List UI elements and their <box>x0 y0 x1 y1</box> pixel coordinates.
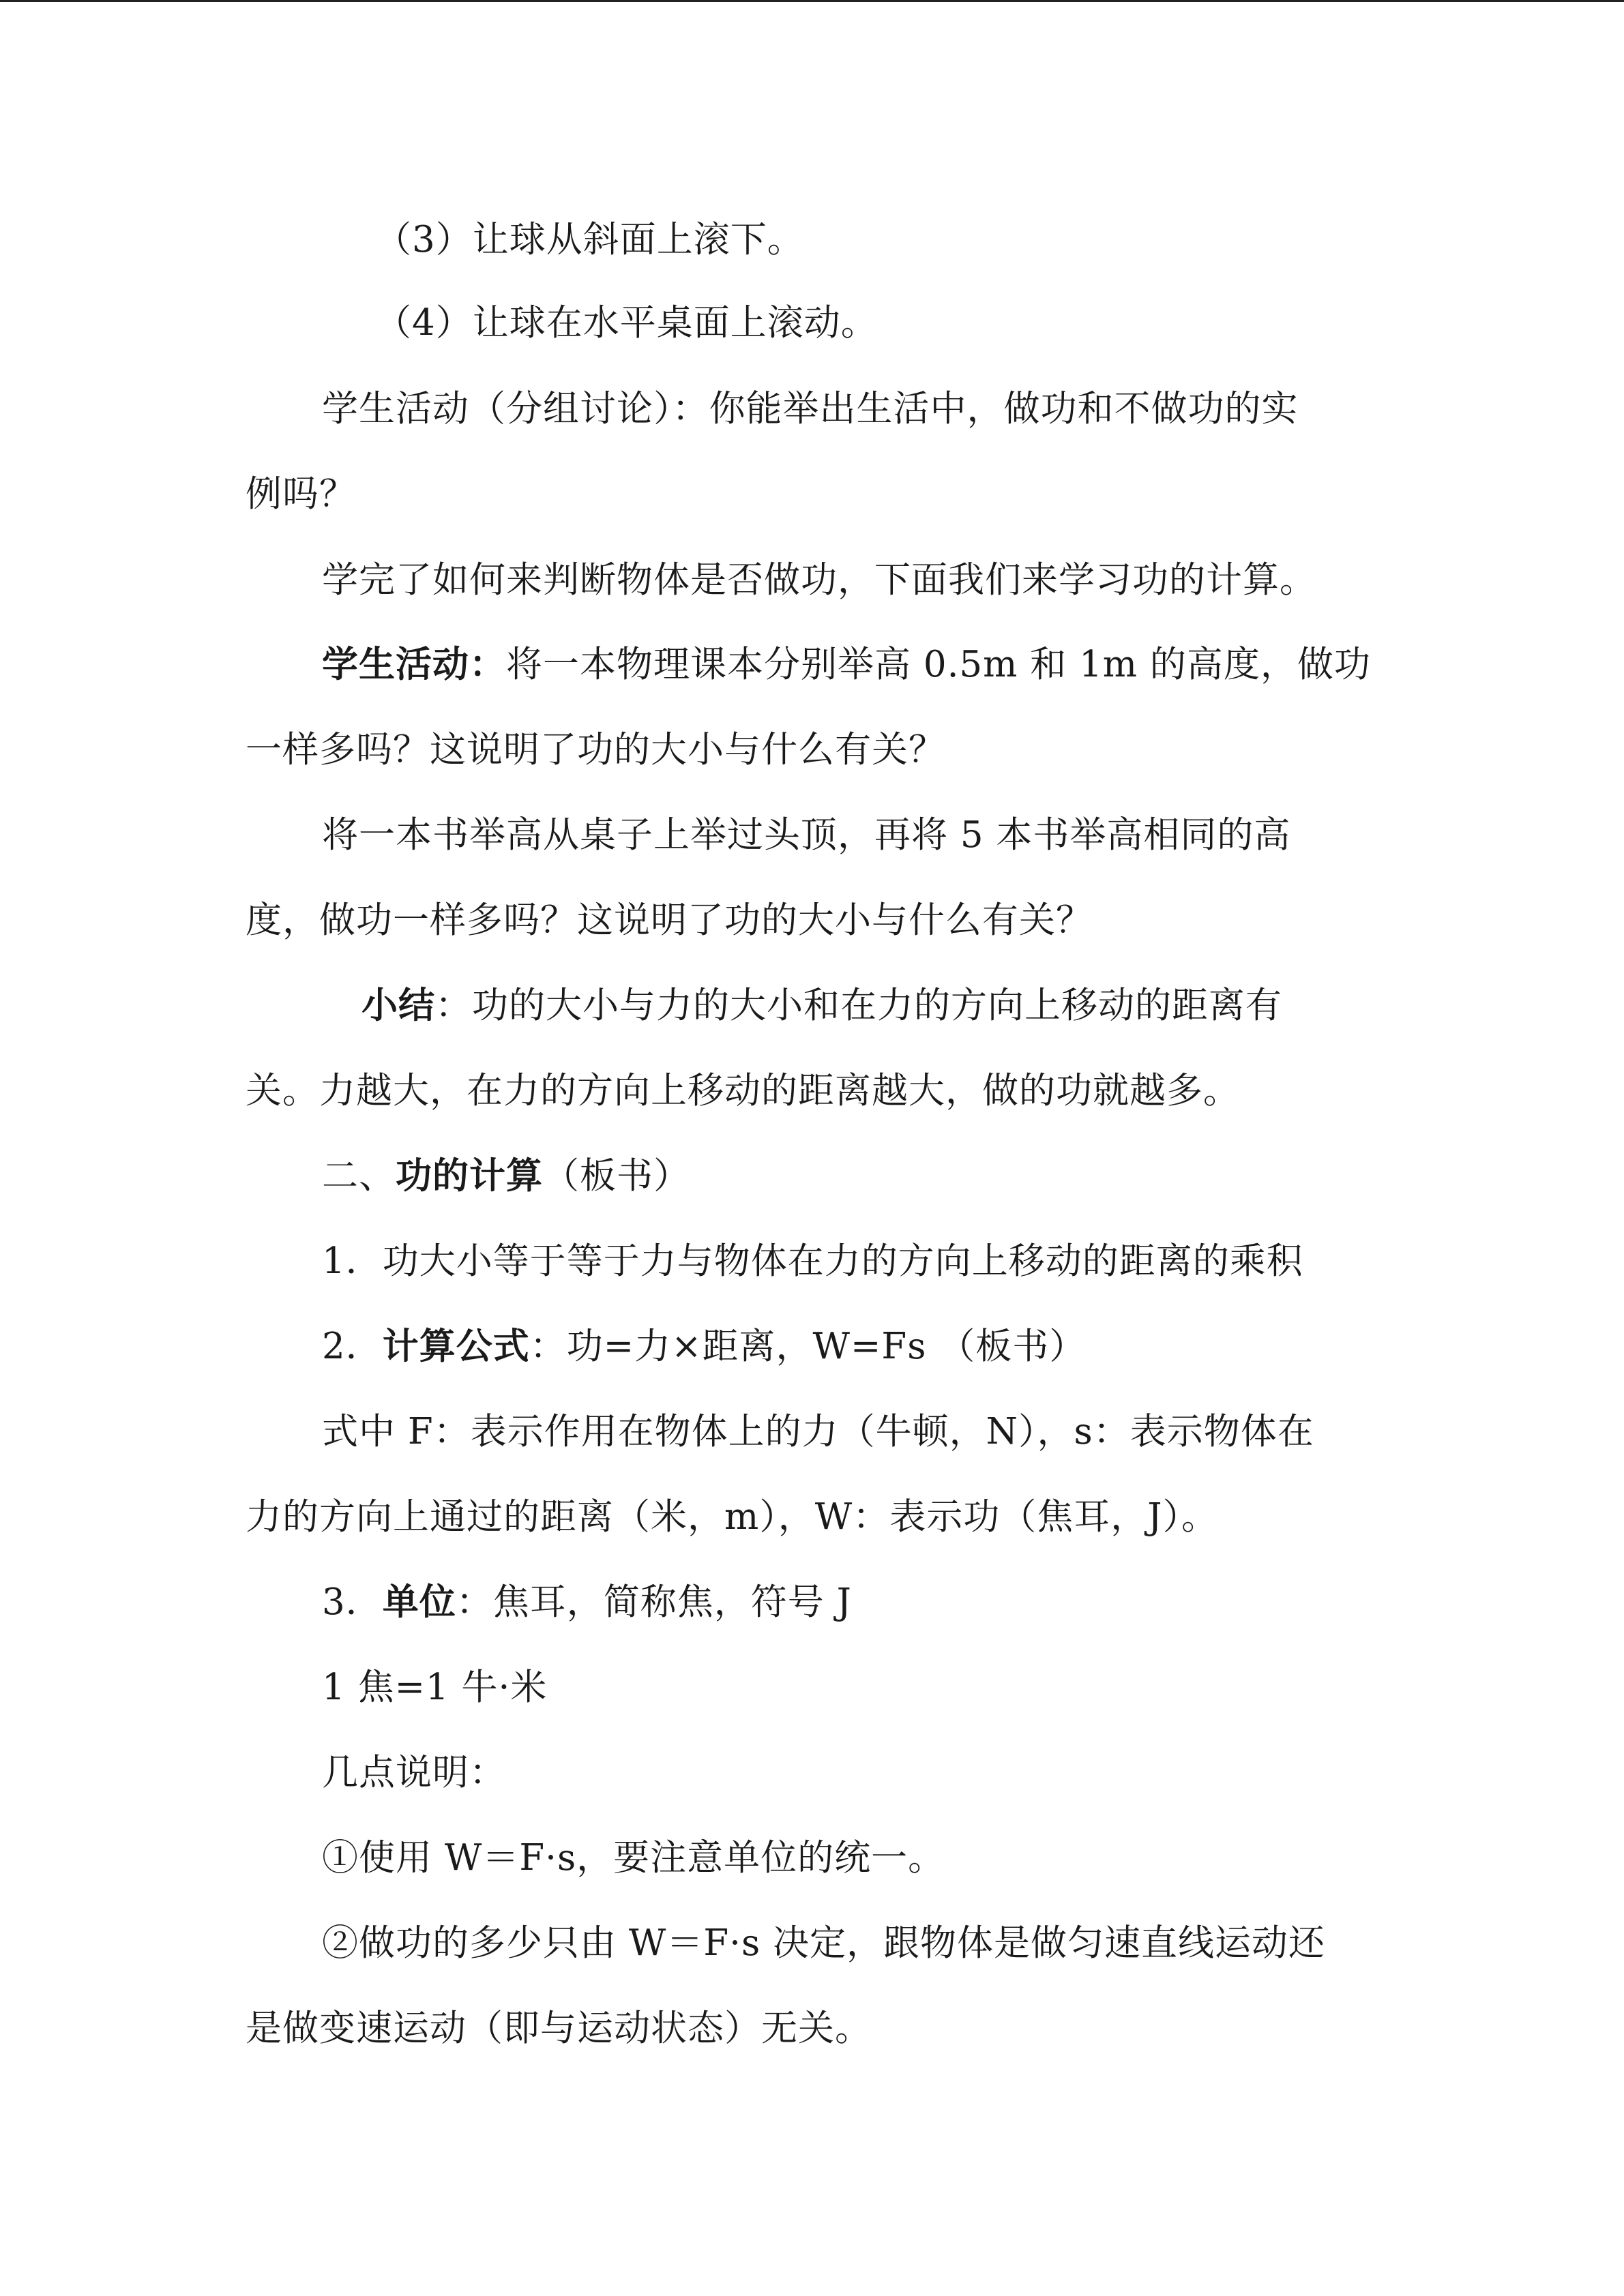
paragraph-line: 学生活动：将一本物理课本分别举高 0.5m 和 1m 的高度，做功 <box>322 643 1371 685</box>
paragraph-line: 是做变速运动（即与运动状态）无关。 <box>246 2008 872 2049</box>
paragraph-line: 将一本书举高从桌子上举过头顶，再将 5 本书举高相同的高 <box>322 814 1291 856</box>
paragraph-line: 几点说明： <box>322 1752 506 1793</box>
paragraph-line: 学生活动（分组讨论）：你能举出生活中，做功和不做功的实 <box>322 388 1299 430</box>
paragraph-line: 2．计算公式：功=力×距离，W=Fs （板书） <box>322 1325 1087 1367</box>
paragraph-line: ②做功的多少只由 W＝F·s 决定，跟物体是做匀速直线运动还 <box>322 1922 1325 1964</box>
paragraph-line: 1 焦=1 牛·米 <box>322 1667 548 1708</box>
paragraph-line: 小结：功的大小与力的大小和在力的方向上移动的距离有 <box>361 984 1282 1026</box>
paragraph-line: 力的方向上通过的距离（米，m），W：表示功（焦耳，J）。 <box>246 1496 1218 1538</box>
paragraph-line: 例吗？ <box>246 473 356 515</box>
paragraph-line: 1．功大小等于等于力与物体在力的方向上移动的距离的乘积 <box>322 1240 1303 1282</box>
paragraph-line: （4）让球在水平桌面上滚动。 <box>375 302 878 344</box>
paragraph-line: 关。力越大，在力的方向上移动的距离越大，做的功就越多。 <box>246 1070 1240 1112</box>
paragraph-line: （3）让球从斜面上滚下。 <box>375 219 804 260</box>
paragraph-line: 一样多吗？这说明了功的大小与什么有关？ <box>246 729 945 771</box>
paragraph-line: 学完了如何来判断物体是否做功，下面我们来学习功的计算。 <box>322 559 1316 601</box>
paragraph-line: ①使用 W＝F·s，要注意单位的统一。 <box>322 1837 945 1879</box>
section-heading: 二、功的计算（板书） <box>322 1154 690 1197</box>
paragraph-line: 式中 F：表示作用在物体上的力（牛顿，N），s：表示物体在 <box>322 1411 1314 1452</box>
paragraph-line: 度，做功一样多吗？这说明了功的大小与什么有关？ <box>246 899 1093 941</box>
paragraph-line: 3．单位：焦耳，简称焦，符号 J <box>322 1581 852 1623</box>
